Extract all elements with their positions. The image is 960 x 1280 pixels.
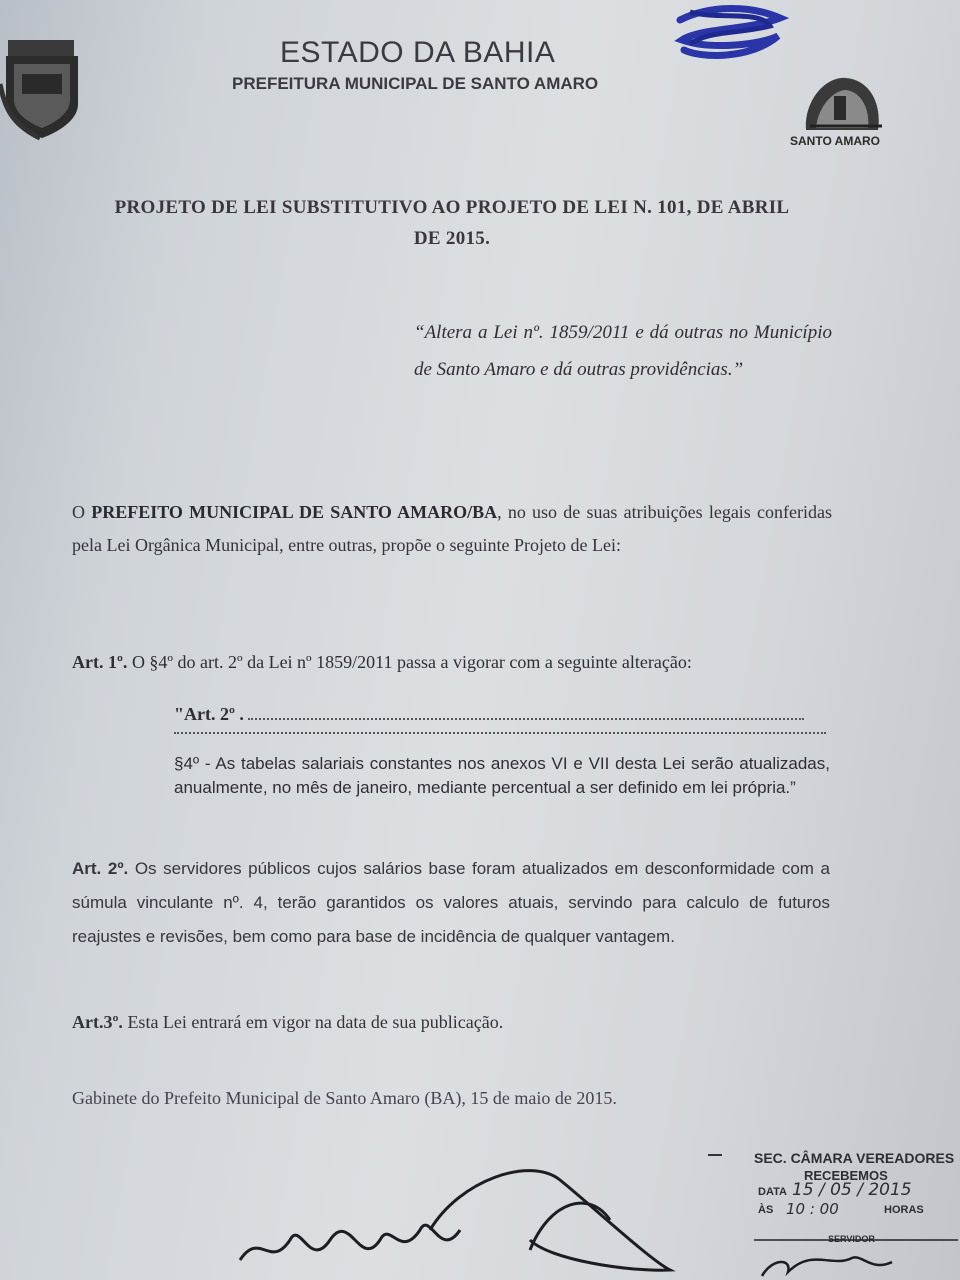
article-1-label: Art. 1º. — [72, 652, 128, 672]
logo-text: SANTO AMARO — [790, 134, 880, 148]
coat-of-arms-icon — [0, 34, 86, 142]
quote-label: "Art. 2º . — [174, 704, 244, 724]
preamble-rest: , no uso de suas atribuições legais conferidas pela Lei Orgânica Municipal, entre outras, propõe o seguinte Projeto de Lei: — [72, 502, 832, 555]
article-3-text: Esta Lei entrará em vigor na data de sua publicação. — [122, 1012, 504, 1032]
stamp-line-2: RECEBEMOS — [804, 1168, 888, 1183]
stamp-as-label: ÀS — [758, 1204, 774, 1216]
article-2-label: Art. 2º. — [72, 859, 129, 878]
title-line-2: DE 2015. — [413, 228, 491, 249]
article-3-label: Art.3º. — [72, 1012, 123, 1032]
preamble-bold: PREFEITO MUNICIPAL DE SANTO AMARO/BA — [91, 502, 498, 522]
dotted-line — [248, 718, 804, 720]
document-title — [72, 192, 832, 254]
ementa: “Altera a Lei nº. 1859/2011 e dá outras no Município de Santo Amaro e dá outras providências.” — [414, 322, 832, 380]
quoted-article-label — [174, 704, 830, 725]
stamp-horas-label: HORAS — [884, 1204, 924, 1216]
stamp-signature-icon — [752, 1228, 960, 1280]
article-2 — [72, 852, 830, 954]
reception-stamp — [752, 1144, 960, 1280]
header-state: ESTADO DA BAHIA — [280, 36, 556, 69]
dotted-line-2 — [174, 732, 826, 734]
header-prefeitura: PREFEITURA MUNICIPAL DE SANTO AMARO — [232, 74, 599, 93]
article-3 — [72, 1012, 832, 1033]
stamp-as-value: 10 : 00 — [786, 1200, 839, 1218]
gabinete-line: Gabinete do Prefeito Municipal de Santo Amaro (BA), 15 de maio de 2015. — [72, 1088, 617, 1108]
title-line-1: PROJETO DE LEI SUBSTITUTIVO AO PROJETO DE LEI N. 101, DE ABRIL — [114, 197, 790, 218]
stamp-line-1: SEC. CÂMARA VEREADORES — [754, 1150, 955, 1166]
stamp-data-label: DATA — [758, 1186, 787, 1198]
stamp-servidor-label: SERVIDOR — [828, 1234, 875, 1244]
preamble — [72, 496, 832, 562]
preamble-prefix: O — [72, 502, 92, 522]
stamp-data-value: 15 / 05 / 2015 — [792, 1180, 912, 1200]
article-1-text: O §4º do art. 2º da Lei nº 1859/2011 passa a vigorar com a seguinte alteração: — [127, 652, 692, 672]
dash-mark — [708, 1154, 722, 1156]
article-1 — [72, 652, 832, 673]
paragraph-4: §4º - As tabelas salariais constantes nos anexos VI e VII desta Lei serão atualizadas, anualmente, no mês de janeiro, mediante percentual a ser definido em lei própria.” — [174, 754, 830, 797]
article-2-text: Os servidores públicos cujos salários base foram atualizados em desconformidade com a súmula vinculante nº. 4, terão garantidos os valores atuais, servindo para calculo de futuros reajustes e revisões, bem como para base de incidência de qualquer vantagem. — [72, 859, 830, 946]
ink-scribble-icon — [670, 0, 790, 64]
signature-icon — [230, 1160, 710, 1280]
